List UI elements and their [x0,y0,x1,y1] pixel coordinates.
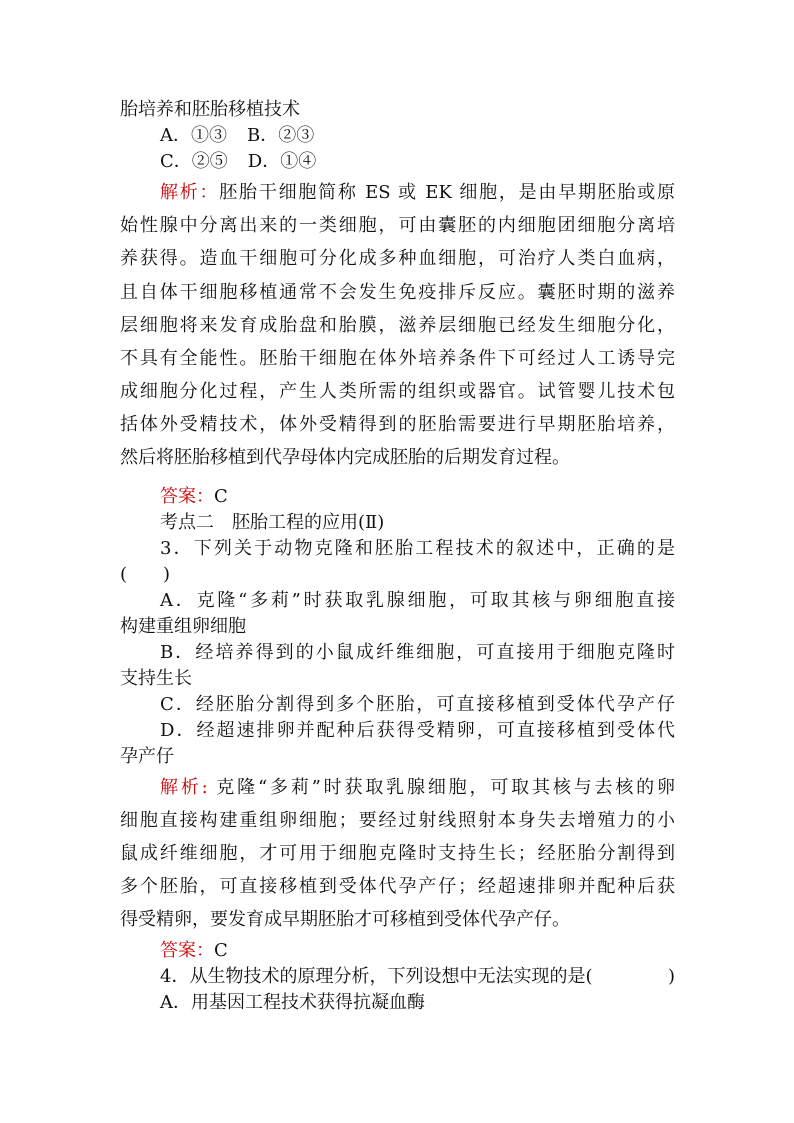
q3-option-a-line-2: 构建重组卵细胞 [120,616,246,637]
q3-analysis-label: 解析: [160,777,208,798]
prev-option-c: C．②⑤ [160,151,228,172]
prev-option-a: A．①③ [160,125,227,146]
q3-option-b-line-1: B．经培养得到的小鼠成纤维细胞，可直接用于细胞克隆时 [160,642,675,663]
prev-question-tail: 胎培养和胚胎移植技术 [120,99,300,120]
prev-analysis-line-6: 不具有全能性。胚胎干细胞在体外培养条件下可经过人工诱导完 [120,348,675,369]
prev-analysis-line-8: 括体外受精技术，体外受精得到的胚胎需要进行早期胚胎培养， [120,414,675,435]
q3-answer-value: C [214,940,228,961]
prev-option-d: D．①④ [247,151,317,172]
q4-option-a: A．用基因工程技术获得抗凝血酶 [160,992,425,1013]
prev-answer-value: C [214,486,228,507]
q3-analysis-line-4: 多个胚胎，可直接移植到受体代孕产仔；经超速排卵并配种后获 [120,876,675,897]
q4-stem-paren: ) [667,966,675,987]
q3-analysis-line-1: 解析: 克隆“多莉”时获取乳腺细胞，可取其核与去核的卵 [160,777,675,798]
q3-analysis-line-3: 鼠成纤维细胞，才可用于细胞克隆时支持生长；经胚胎分割得到 [120,843,675,864]
q3-answer [160,938,675,964]
prev-options-row-2 [160,149,675,175]
prev-analysis-line-7: 成细胞分化过程，产生人类所需的组织或器官。试管婴儿技术包 [120,381,675,402]
prev-analysis-line-2: 始性腺中分离出来的一类细胞，可由囊胚的内细胞团细胞分离培 [120,215,675,236]
q4-stem: 4．从生物技术的原理分析，下列设想中无法实现的是( ) [160,964,675,990]
q3-answer-label: 答案： [160,940,214,961]
q3-option-a-line-1: A．克隆“多莉”时获取乳腺细胞，可取其核与卵细胞直接 [160,590,675,611]
q3-option-c: C．经胚胎分割得到多个胚胎，可直接移植到受体代孕产仔 [160,694,675,715]
prev-option-b: B．②③ [247,125,315,146]
q3-option-d-line-1: D．经超速排卵并配种后获得受精卵，可直接移植到受体代 [160,720,675,741]
prev-analysis-line-3: 养获得。造血干细胞可分化成多种血细胞，可治疗人类白血病， [120,248,675,269]
q3-option-b-line-2: 支持生长 [120,668,192,689]
prev-answer [160,484,675,510]
prev-analysis-line-5: 层细胞将来发育成胎盘和胎膜，滋养层细胞已经发生细胞分化， [120,315,675,336]
q3-analysis-line-2: 细胞直接构建重组卵细胞；要经过射线照射本身失去增殖力的小 [120,810,675,831]
q3-stem-line-2: ( ) [120,564,171,585]
prev-options-row-1 [160,123,675,149]
prev-analysis-line-9: 然后将胚胎移植到代孕母体内完成胚胎的后期发育过程。 [120,447,570,468]
prev-analysis-label: 解析： [160,182,220,203]
prev-analysis-line-1: 解析：胚胎干细胞简称 ES 或 EK 细胞，是由早期胚胎或原 [160,182,676,203]
q3-analysis-line-5: 得受精卵，要发育成早期胚胎才可移植到受体代孕产仔。 [120,909,570,930]
prev-analysis-line-4: 且自体干细胞移植通常不会发生免疫排斥反应。囊胚时期的滋养 [120,282,675,303]
q3-option-d-line-2: 孕产仔 [120,746,174,767]
q3-stem-line-1: 3．下列关于动物克隆和胚胎工程技术的叙述中，正确的是 [160,538,675,559]
prev-answer-label: 答案： [160,486,214,507]
section-heading: 考点二 胚胎工程的应用(Ⅱ) [160,512,385,533]
